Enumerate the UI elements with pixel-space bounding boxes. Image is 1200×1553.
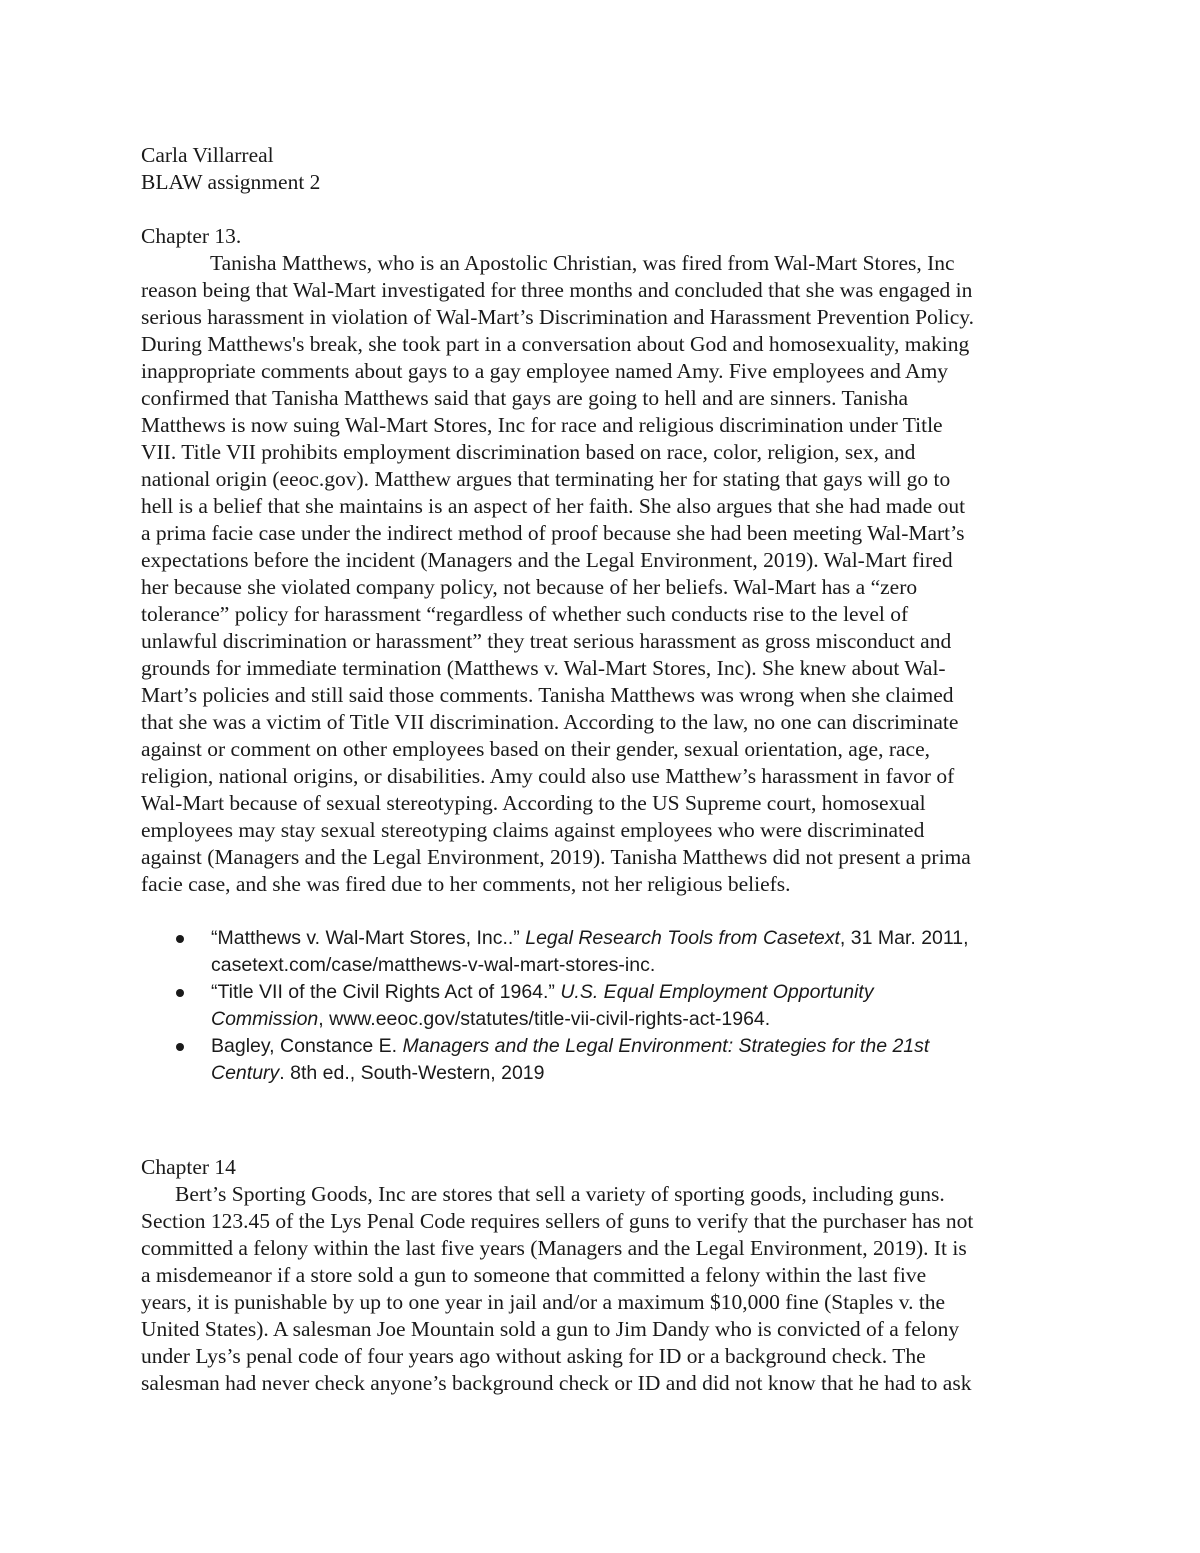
spacer — [141, 898, 1066, 925]
chapter-14-body — [141, 1181, 1066, 1397]
body-line: years, it is punishable by up to one year in jail and/or a maximum $10,000 fine (Staples v. the — [141, 1290, 946, 1314]
body-line: Matthews is now suing Wal-Mart Stores, Inc for race and religious discrimination under Title — [141, 413, 943, 437]
spacer — [141, 1141, 1066, 1154]
body-line: salesman had never check anyone’s background check or ID and did not know that he had to ask — [141, 1371, 972, 1395]
body-line: Bert’s Sporting Goods, Inc are stores that sell a variety of sporting goods, including guns. — [175, 1182, 945, 1206]
chapter-14-heading: Chapter 14 — [141, 1155, 236, 1179]
reference-source: U.S. Equal Employment Opportunity — [560, 981, 874, 1003]
body-line: serious harassment in violation of Wal-Mart’s Discrimination and Harassment Prevention Policy. — [141, 305, 975, 329]
body-line: inappropriate comments about gays to a gay employee named Amy. Five employees and Amy — [141, 359, 949, 383]
spacer — [141, 196, 1066, 223]
body-line: hell is a belief that she maintains is an aspect of her faith. She also argues that she had made out — [141, 494, 966, 518]
body-line: a misdemeanor if a store sold a gun to someone that committed a felony within the last five — [141, 1263, 927, 1287]
body-line: grounds for immediate termination (Matthews v. Wal-Mart Stores, Inc). She knew about Wal- — [141, 656, 946, 680]
body-line: Mart’s policies and still said those comments. Tanisha Matthews was wrong when she claimed — [141, 683, 954, 707]
bullet-icon — [176, 989, 184, 997]
body-line: committed a felony within the last five years (Managers and the Legal Environment, 2019). It is — [141, 1236, 967, 1260]
body-line: During Matthews's break, she took part in a conversation about God and homosexuality, making — [141, 332, 970, 356]
reference-item: “Matthews v. Wal-Mart Stores, Inc..” Legal Research Tools from Casetext, 31 Mar. 2011, casetext.com/case/matthews-v-wal-mart-stores-inc. — [141, 925, 1066, 979]
chapter-13-heading: Chapter 13. — [141, 224, 242, 248]
body-line: employees may stay sexual stereotyping claims against employees who were discriminated — [141, 818, 925, 842]
reference-url: , www.eeoc.gov/statutes/title-vii-civil-rights-act-1964. — [318, 1008, 771, 1030]
reference-item: Bagley, Constance E. Managers and the Legal Environment: Strategies for the 21st Century. 8th ed., South-Western, 2019 — [141, 1033, 1066, 1087]
body-line: United States). A salesman Joe Mountain sold a gun to Jim Dandy who is convicted of a felony — [141, 1317, 960, 1341]
body-line: reason being that Wal-Mart investigated for three months and concluded that she was engaged in — [141, 278, 973, 302]
body-line: Section 123.45 of the Lys Penal Code requires sellers of guns to verify that the purchaser has not — [141, 1209, 974, 1233]
body-line: VII. Title VII prohibits employment discrimination based on race, color, religion, sex, and — [141, 440, 916, 464]
document-page — [141, 142, 1066, 1397]
body-line: national origin (eeoc.gov). Matthew argues that terminating her for stating that gays will go to — [141, 467, 951, 491]
body-line: Wal-Mart because of sexual stereotyping. According to the US Supreme court, homosexual — [141, 791, 926, 815]
body-line: against or comment on other employees based on their gender, sexual orientation, age, race, — [141, 737, 930, 761]
reference-source: Managers and the Legal Environment: Strategies for the 21st — [402, 1035, 930, 1057]
bullet-icon — [176, 935, 184, 943]
body-line: unlawful discrimination or harassment” they treat serious harassment as gross misconduct and — [141, 629, 952, 653]
body-line: religion, national origins, or disabilities. Amy could also use Matthew’s harassment in favor of — [141, 764, 955, 788]
body-line: under Lys’s penal code of four years ago without asking for ID or a background check. The — [141, 1344, 926, 1368]
body-line: tolerance” policy for harassment “regardless of whether such conducts rise to the level of — [141, 602, 909, 626]
body-line: against (Managers and the Legal Environment, 2019). Tanisha Matthews did not present a prima — [141, 845, 971, 869]
body-line: facie case, and she was fired due to her comments, not her religious beliefs. — [141, 872, 791, 896]
spacer — [141, 1087, 1066, 1141]
bullet-icon — [176, 1043, 184, 1051]
reference-item: “Title VII of the Civil Rights Act of 1964.” U.S. Equal Employment Opportunity Commission, www.eeoc.gov/statutes/title-vii-civil-rights-act-1964. — [141, 979, 1066, 1033]
body-line: her because she violated company policy, not because of her beliefs. Wal-Mart has a “zero — [141, 575, 918, 599]
assignment-title: BLAW assignment 2 — [141, 170, 321, 194]
references-list — [141, 925, 1066, 1087]
chapter-13-body — [141, 250, 1066, 898]
body-line: a prima facie case under the indirect method of proof because she had been meeting Wal-Mart’s — [141, 521, 965, 545]
body-line: Tanisha Matthews, who is an Apostolic Christian, was fired from Wal-Mart Stores, Inc — [210, 251, 955, 275]
body-line: confirmed that Tanisha Matthews said that gays are going to hell and are sinners. Tanisha — [141, 386, 909, 410]
reference-url: casetext.com/case/matthews-v-wal-mart-stores-inc. — [211, 954, 656, 976]
reference-source: Legal Research Tools from Casetext — [525, 927, 840, 949]
body-line: expectations before the incident (Managers and the Legal Environment, 2019). Wal-Mart fired — [141, 548, 953, 572]
body-line: that she was a victim of Title VII discrimination. According to the law, no one can discriminate — [141, 710, 959, 734]
author-name: Carla Villarreal — [141, 143, 274, 167]
